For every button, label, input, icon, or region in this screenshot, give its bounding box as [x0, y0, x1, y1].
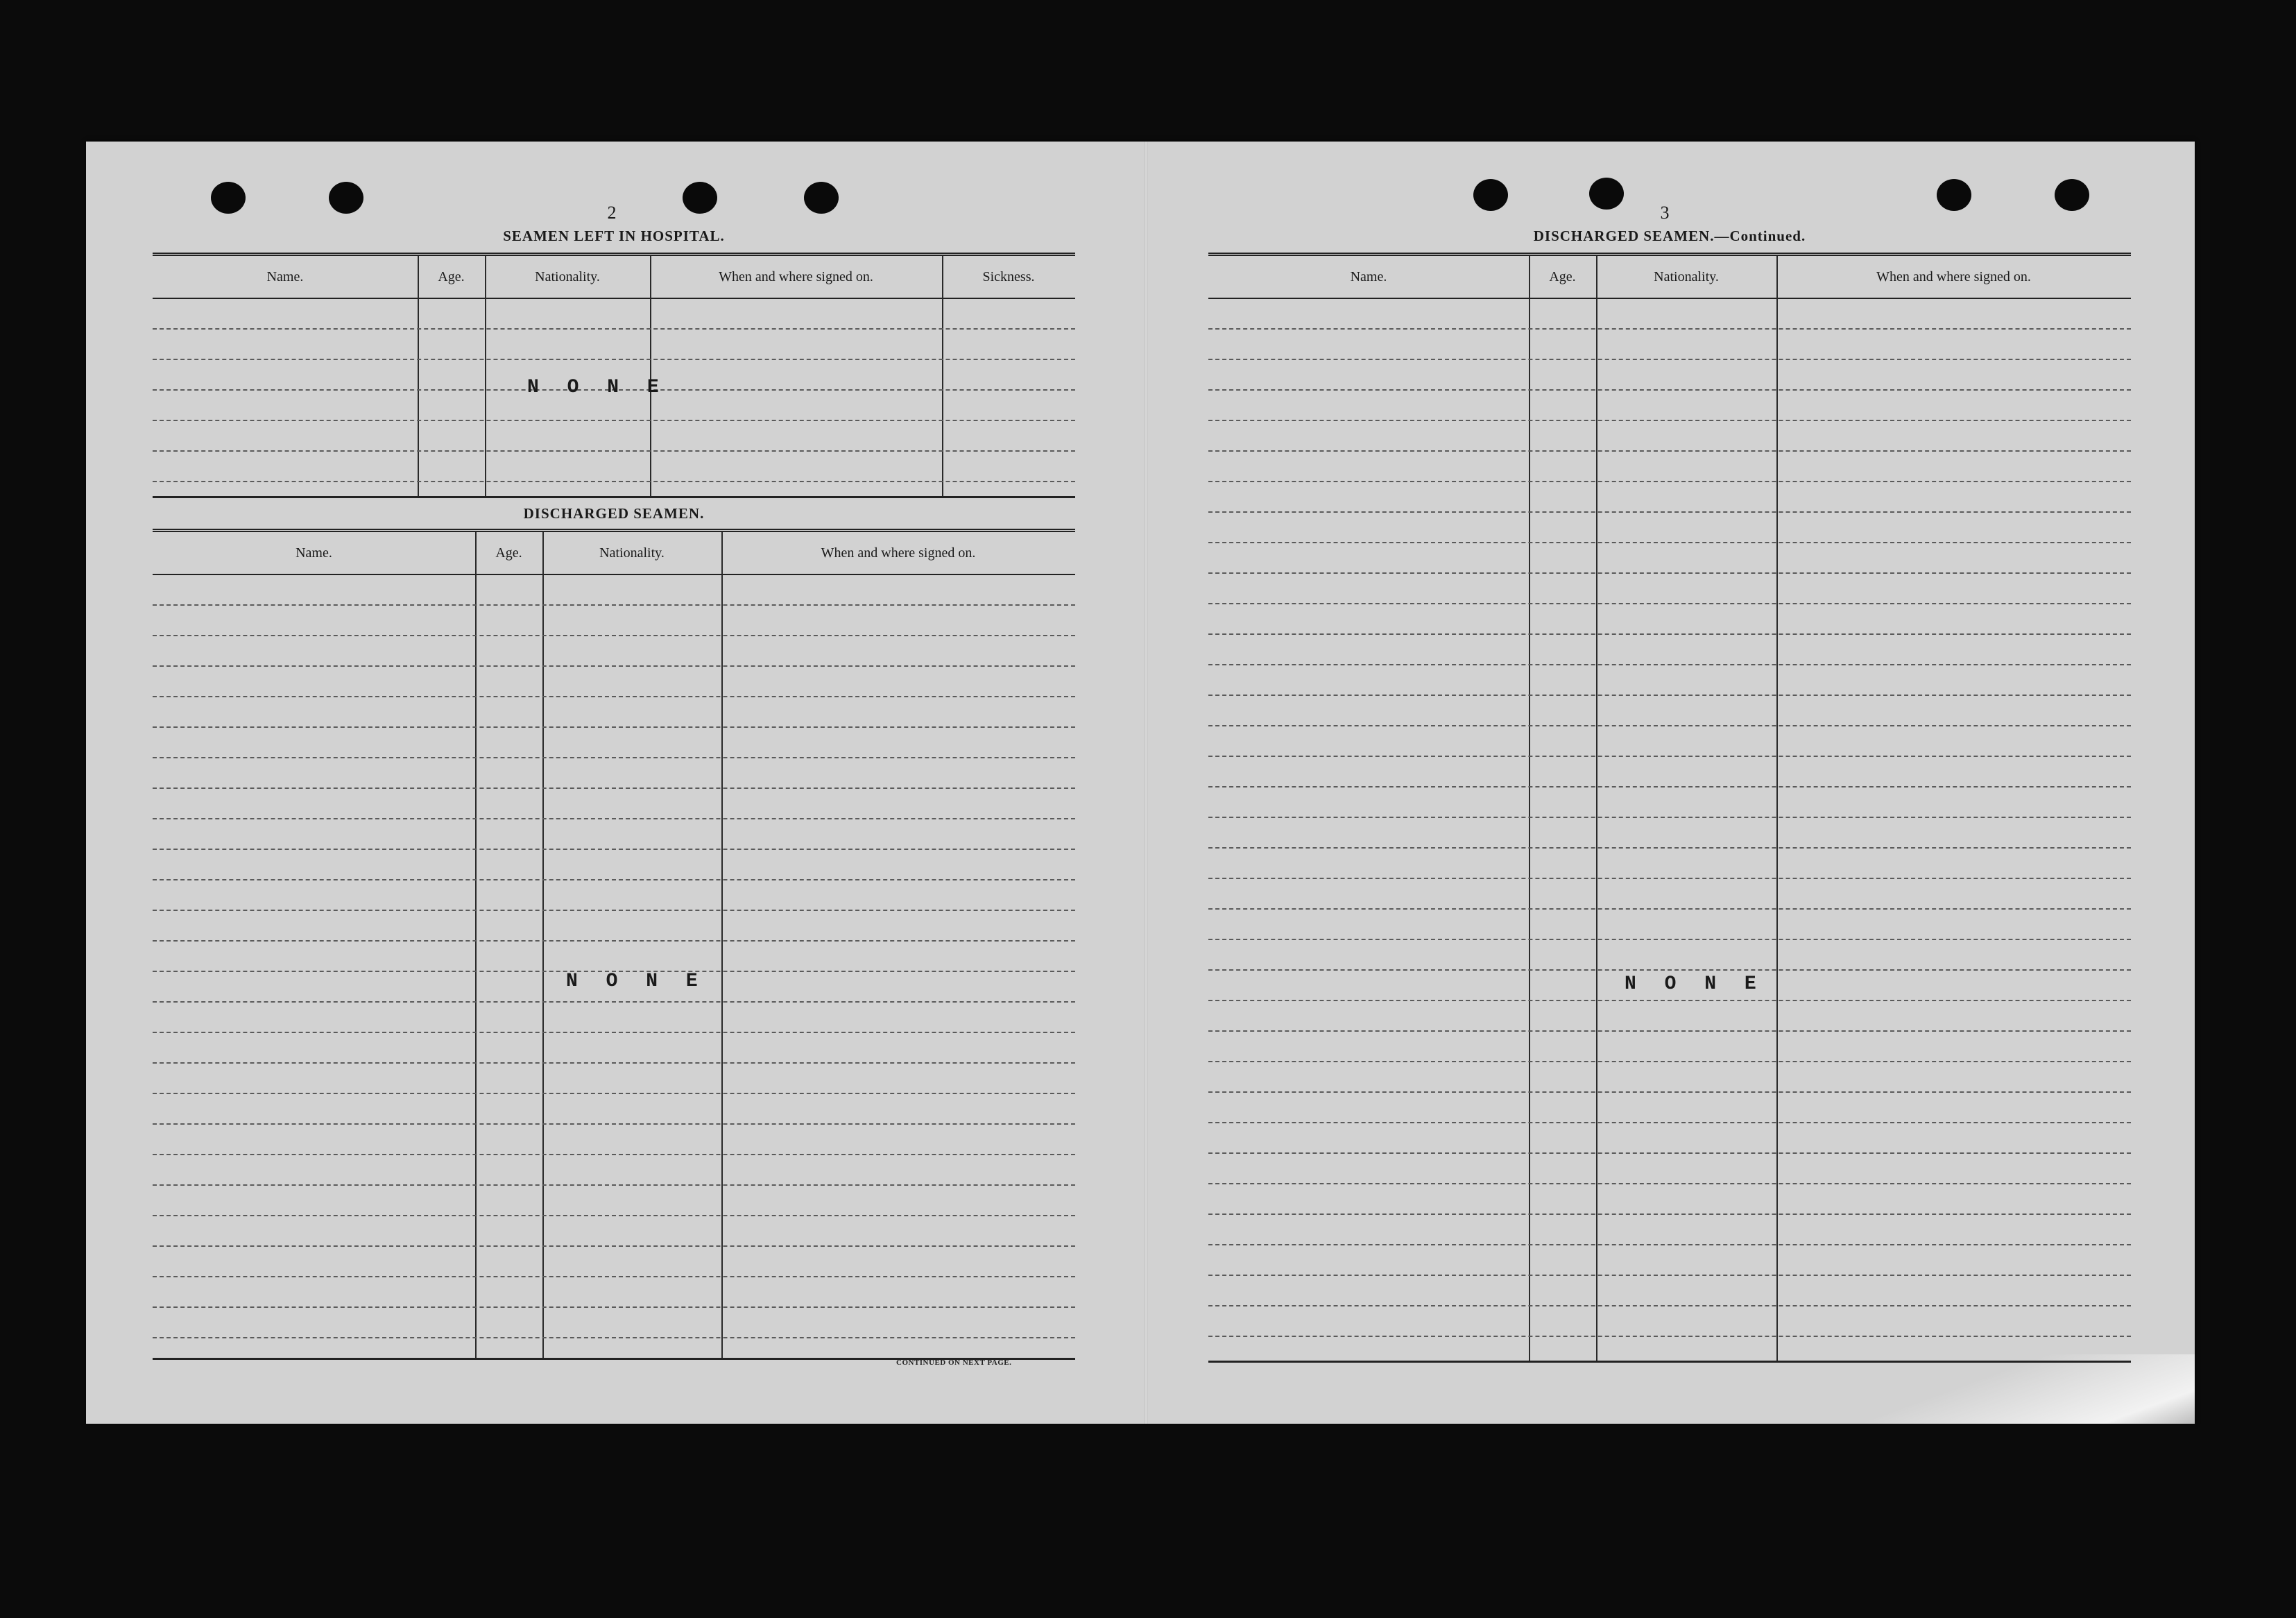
hospital-table [153, 253, 1075, 498]
discharged-section-title: DISCHARGED SEAMEN. [523, 505, 705, 522]
table-row [1208, 939, 2131, 940]
table-row [1208, 1336, 2131, 1337]
table-row [153, 665, 1075, 667]
document-sheet [86, 142, 2195, 1424]
none-entry: N O N E [1625, 973, 1765, 995]
table-row [1208, 542, 2131, 543]
table-row [1208, 572, 2131, 574]
column-header-name: Name. [1350, 269, 1387, 284]
table-row [153, 420, 1075, 421]
table-row [1208, 817, 2131, 818]
discharged-continued-table [1208, 253, 2131, 1363]
table-row [1208, 908, 2131, 910]
table-row [153, 1062, 1075, 1064]
column-header-age: Age. [438, 269, 465, 284]
table-row [1208, 420, 2131, 421]
table-row [153, 696, 1075, 697]
table-row [153, 818, 1075, 819]
column-header-signed-on: When and where signed on. [821, 545, 976, 561]
table-rows [1208, 298, 2131, 1361]
column-header-signed-on: When and where signed on. [1876, 269, 2031, 284]
table-row [153, 849, 1075, 850]
table-row [1208, 1244, 2131, 1245]
table-row [153, 910, 1075, 911]
table-row [153, 1093, 1075, 1094]
column-header-nationality: Nationality. [535, 269, 600, 284]
table-row [1208, 328, 2131, 330]
table-row [1208, 1305, 2131, 1306]
table-row [153, 1337, 1075, 1338]
table-row [153, 879, 1075, 880]
binder-hole [1937, 179, 1971, 211]
page-number: 2 [607, 203, 617, 223]
none-entry: N O N E [566, 971, 706, 992]
table-row [153, 1154, 1075, 1155]
table-row [1208, 1275, 2131, 1276]
table-header [153, 256, 1075, 299]
column-header-signed-on: When and where signed on. [719, 269, 873, 284]
binder-hole [211, 182, 246, 214]
center-fold [1144, 142, 1148, 1424]
binder-hole [683, 182, 717, 214]
table-row [153, 1032, 1075, 1033]
table-row [153, 1001, 1075, 1003]
page-curl [1772, 1354, 2195, 1424]
table-row [1208, 695, 2131, 696]
binder-hole [2055, 179, 2089, 211]
table-row [1208, 450, 2131, 452]
table-row [1208, 1152, 2131, 1154]
table-row [153, 1123, 1075, 1125]
table-row [1208, 1061, 2131, 1062]
table-row [1208, 969, 2131, 971]
table-row [1208, 1030, 2131, 1032]
discharged-table [153, 529, 1075, 1360]
column-header-nationality: Nationality. [599, 545, 665, 561]
hospital-section-title: SEAMEN LEFT IN HOSPITAL. [503, 228, 725, 244]
continued-note: CONTINUED ON NEXT PAGE. [896, 1359, 1012, 1367]
table-row [153, 1184, 1075, 1186]
table-row [153, 1245, 1075, 1247]
binder-hole [329, 182, 363, 214]
table-row [153, 787, 1075, 789]
column-header-nationality: Nationality. [1654, 269, 1719, 284]
table-row [1208, 847, 2131, 849]
none-entry: N O N E [527, 377, 667, 398]
binder-hole [1589, 178, 1624, 210]
table-row [1208, 664, 2131, 665]
table-row [153, 940, 1075, 942]
table-row [153, 1276, 1075, 1277]
table-row [1208, 1000, 2131, 1001]
table-header [153, 532, 1075, 575]
table-row [153, 328, 1075, 330]
column-header-age: Age. [495, 545, 522, 561]
table-row [153, 1215, 1075, 1216]
binder-hole [804, 182, 839, 214]
table-row [153, 1306, 1075, 1308]
discharged-continued-title: DISCHARGED SEAMEN.—Continued. [1533, 228, 1806, 244]
table-row [1208, 633, 2131, 635]
table-row [1208, 511, 2131, 513]
table-row [1208, 603, 2131, 604]
table-row [153, 450, 1075, 452]
table-row [1208, 1091, 2131, 1093]
column-header-sickness: Sickness. [982, 269, 1035, 284]
table-row [1208, 756, 2131, 757]
column-header-name: Name. [266, 269, 304, 284]
table-row [153, 726, 1075, 728]
table-row [1208, 878, 2131, 879]
table-row [1208, 1122, 2131, 1123]
page-number: 3 [1660, 203, 1670, 223]
table-rows [153, 574, 1075, 1358]
binder-hole [1473, 179, 1508, 211]
table-row [153, 757, 1075, 758]
table-row [1208, 1183, 2131, 1184]
table-header [1208, 256, 2131, 299]
table-row [1208, 725, 2131, 726]
table-row [153, 635, 1075, 636]
column-header-age: Age. [1549, 269, 1576, 284]
table-row [1208, 1214, 2131, 1215]
column-header-name: Name. [295, 545, 332, 561]
table-row [1208, 389, 2131, 391]
table-row [1208, 359, 2131, 360]
table-row [153, 604, 1075, 606]
table-row [153, 481, 1075, 482]
table-row [153, 359, 1075, 360]
table-row [1208, 481, 2131, 482]
table-row [1208, 786, 2131, 787]
